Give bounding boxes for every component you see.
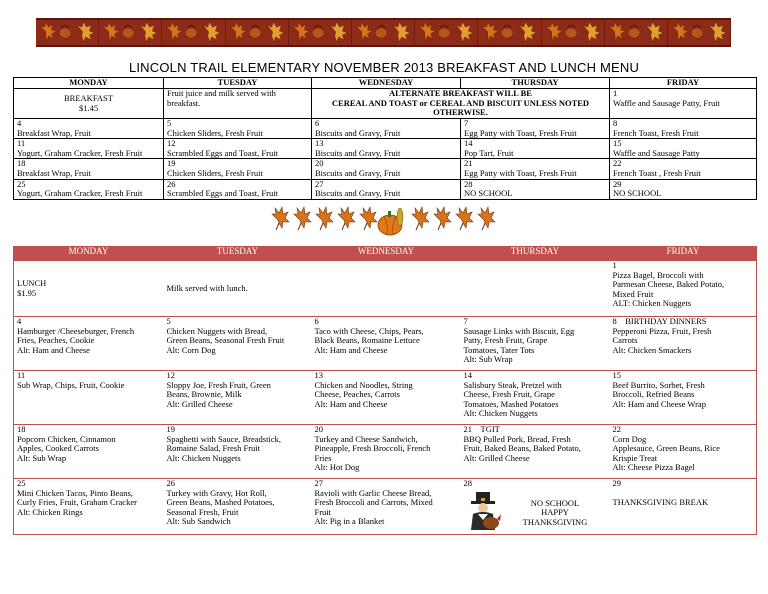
menu-line: Carrots [612,335,638,346]
day-number: 25 [17,179,26,189]
menu-line: Cheese, Peaches, Carrots [314,389,400,400]
lunch-day-cell [14,371,164,425]
lunch-day-cell [312,425,461,479]
menu-line: Alt: Ham and Cheese Wrap [612,398,706,409]
autumn-leaf-icon [294,207,311,230]
menu-line: Fries, Peaches, Cookie [17,335,95,346]
menu-line: Popcorn Chicken, Cinnamon [17,433,116,444]
breakfast-day-cell [610,139,757,159]
menu-line: Parmesan Cheese, Baked Potato, [612,279,725,290]
menu-item: Chicken Sliders, Fresh Fruit [167,167,263,178]
breakfast-header-row [14,78,757,89]
menu-item: NO SCHOOL [613,188,662,199]
menu-line: Taco with Cheese, Chips, Pears, [314,325,424,336]
breakfast-label: BREAKFAST [64,92,113,103]
lunch-day-cell [461,371,610,425]
menu-line: Alt: Corn Dog [166,344,216,355]
day-header: TUESDAY [164,78,312,89]
menu-line: Corn Dog [612,433,647,444]
no-school-text [504,489,607,528]
menu-line: ALT: Chicken Nuggets [612,298,692,309]
breakfast-day-cell [164,159,312,179]
menu-item: Breakfast Wrap, Fruit [17,167,91,178]
menu-line: Fruit, Baked Beans, Baked Potato, [463,443,581,454]
autumn-leaf-icon [478,207,495,230]
lunch-label-cell [14,261,164,317]
menu-line: Broccoli, Refried Beans [612,389,695,400]
menu-line: Cheese, Fresh Fruit, Grape [463,389,555,400]
lunch-day-cell [312,371,461,425]
menu-line: Sub Wrap, Chips, Fruit, Cookie [17,379,125,390]
day-number: 13 [314,370,323,380]
menu-line: Alt: Ham and Cheese [314,398,388,409]
menu-line: Alt: Grilled Cheese [166,398,233,409]
breakfast-day-cell [14,119,164,139]
day-number: 18 [17,424,26,434]
menu-line: Turkey with Gravy, Hot Roll, [166,487,267,498]
breakfast-day-cell [312,159,461,179]
autumn-leaf-icon [99,20,162,45]
menu-line: Alt: Cheese Pizza Bagel [612,462,695,473]
day-number-value: 8 [612,316,617,326]
day-number: 7 [464,118,469,128]
autumn-leaf-icon [316,207,333,230]
day-number: 14 [464,138,473,149]
menu-item: Biscuits and Gravy, Fruit [315,127,401,138]
menu-line: Chicken and Noodles, String [314,379,413,390]
alternate-note-line: ALTERNATE BREAKFAST WILL BE [389,88,532,98]
menu-item: Waffle and Sausage Patty [613,147,700,158]
autumn-leaf-icon [456,207,473,230]
day-number: 6 [314,316,319,326]
day-header: MONDAY [14,246,164,261]
menu-item: Biscuits and Gravy, Fruit [315,167,401,178]
breakfast-day-cell [14,159,164,179]
menu-item: Pop Tart, Fruit [464,147,514,158]
menu-line: Krispie Treat [612,452,658,463]
day-number: 1 [612,260,617,270]
day-header: FRIDAY [610,78,757,89]
day-number: 15 [613,138,622,149]
autumn-leaf-icon [272,207,289,230]
breakfast-day-cell [164,139,312,159]
breakfast-day-cell [461,159,610,179]
menu-item: Egg Patty with Toast, Fresh Fruit [464,127,577,138]
menu-line: Mini Chicken Tacos, Pinto Beans, [17,487,133,498]
menu-line: Alt: Ham and Cheese [314,344,388,355]
menu-line: Alt: Sub Wrap [463,354,513,365]
breakfast-info-row [14,89,757,119]
menu-line: Alt: Chicken Rings [17,506,83,517]
lunch-day-cell [610,479,757,535]
breakfast-week-row [14,119,757,139]
menu-line: Fresh Broccoli and Carrots, Mixed [314,497,433,508]
menu-item: French Toast , Fresh Fruit [613,167,701,178]
autumn-leaf-icon [162,20,225,45]
day-number: 1 [613,88,618,98]
breakfast-price: $1.45 [78,102,99,113]
lunch-week-row [14,479,757,535]
menu-line: Alt: Chicken Nuggets [463,408,538,419]
day-number: 18 [17,158,26,169]
breakfast-day-cell [312,119,461,139]
day-header: THURSDAY [461,246,610,261]
breakfast-day-cell [164,119,312,139]
breakfast-day-cell [610,119,757,139]
breakfast-label-cell [14,89,164,119]
breakfast-weeks [14,119,757,200]
lunch-tuesday-note: Milk served with lunch. [164,261,312,317]
day-number: 21 [464,158,473,169]
day-number: 27 [314,478,323,488]
day-number: 29 [613,179,622,189]
autumn-leaf-icon [289,20,352,45]
day-header: WEDNESDAY [312,78,461,89]
lunch-table [13,246,757,535]
day-number: 5 [167,118,172,128]
menu-item: Biscuits and Gravy, Fruit [315,147,401,158]
breakfast-tuesday-note: Fruit juice and milk served with breakfast. [164,89,312,119]
menu-line: BBQ Pulled Pork, Bread, Fresh [463,433,571,444]
day-number: 22 [613,158,622,169]
menu-line: Pizza Bagel, Broccoli with [612,269,704,280]
menu-line: Alt: Chicken Smackers [612,344,692,355]
day-number: 13 [315,138,324,149]
menu-line: Green Beans, Seasonal Fresh Fruit [166,335,285,346]
day-number: 5 [166,316,171,326]
lunch-empty-cell [312,261,461,317]
day-number: 19 [166,424,175,434]
lunch-weeks [14,317,757,535]
day-number: 12 [167,138,176,149]
lunch-day-cell [164,425,312,479]
menu-line: Fries [314,452,332,463]
breakfast-day-cell [164,179,312,199]
day-number: 6 [315,118,320,128]
day-number: 20 [315,158,324,169]
menu-line: Sloppy Joe, Fresh Fruit, Green [166,379,271,390]
day-heading: BIRTHDAY DINNERS [625,316,707,326]
autumn-leaf-icon [412,207,429,230]
lunch-day-cell [164,479,312,535]
day-number: 26 [167,179,176,189]
day-number: 15 [612,370,621,380]
day-header: TUESDAY [164,246,312,261]
breakfast-day-cell [610,159,757,179]
no-school-block [464,489,607,534]
day-number: 27 [315,179,324,189]
autumn-leaf-icon [668,20,731,45]
menu-line: Alt: Sub Wrap [17,452,67,463]
menu-line: Pepperoni Pizza, Fruit, Fresh [612,325,712,336]
day-number: 7 [463,316,468,326]
menu-line: Black Beans, Romaine Lettuce [314,335,420,346]
autumn-leaf-icon [226,20,289,45]
menu-line: Beef Burrito, Sorbet, Fresh [612,379,705,390]
menu-line: Applesauce, Green Beans, Rice [612,443,720,454]
lunch-day-cell [312,479,461,535]
menu-line: THANKSGIVING [522,516,588,527]
menu-line: Tomatoes, Mashed Potatoes [463,398,559,409]
breakfast-day-cell [610,89,757,119]
pilgrim-icon [464,490,504,534]
menu-item: Biscuits and Gravy, Fruit [315,188,401,199]
menu-item: Waffle and Sausage Patty, Fruit [613,97,720,108]
breakfast-week-row [14,159,757,179]
menu-line: Spaghetti with Sauce, Breadstick, [166,433,281,444]
lunch-day-cell [610,371,757,425]
lunch-day-cell [461,317,610,371]
day-header: WEDNESDAY [312,246,461,261]
menu-line: Fruit [314,506,332,517]
menu-line: Curly Fries, Fruit, Graham Cracker [17,497,137,508]
menu-line: THANKSGIVING BREAK [612,497,709,508]
day-header: FRIDAY [610,246,757,261]
breakfast-week-row [14,179,757,199]
menu-line: Apples, Cooked Carrots [17,443,99,454]
day-number-value: 21 [463,424,472,434]
lunch-day-cell [461,425,610,479]
alternate-note-line: CEREAL AND TOAST or CEREAL AND BISCUIT UNLESS NOTED OTHERWISE. [331,97,590,118]
lunch-week-row [14,425,757,479]
day-number: 4 [17,316,22,326]
menu-line: Tomatoes, Tater Tots [463,344,535,355]
page-title: LINCOLN TRAIL ELEMENTARY NOVEMBER 2013 BREAKFAST AND LUNCH MENU [128,60,640,75]
menu-line: Alt: Hot Dog [314,462,360,473]
day-number: 28 [464,179,473,189]
menu-line: Romaine Salad, Fresh Fruit [166,443,260,454]
menu-item: Scrambled Eggs and Toast, Fruit [167,188,278,199]
autumn-leaf-icon [478,20,541,45]
day-number: 11 [17,138,26,149]
lunch-week-row [14,317,757,371]
menu-line: Alt: Grilled Cheese [463,452,530,463]
lunch-day-cell [461,479,610,535]
autumn-leaf-icon [415,20,478,45]
day-number: 8 [613,118,618,128]
breakfast-day-cell [610,179,757,199]
lunch-day-cell [14,479,164,535]
menu-line: Alt: Ham and Cheese [17,344,90,355]
lunch-header-row [14,246,757,261]
day-number: 25 [17,478,26,488]
menu-line: NO SCHOOL [530,497,580,508]
menu-line: Beans, Brownie, Milk [166,389,242,400]
breakfast-day-cell [312,139,461,159]
breakfast-week-row [14,139,757,159]
lunch-day-cell [610,261,757,317]
menu-item: Chicken Sliders, Fresh Fruit [167,127,263,138]
lunch-empty-cell [461,261,610,317]
day-number: 29 [612,478,621,488]
autumn-leaf-icon [338,207,355,230]
breakfast-day-cell [14,179,164,199]
lunch-info-row [14,261,757,317]
alternate-breakfast-note [312,89,610,119]
menu-item: Yogurt, Graham Cracker, Fresh Fruit [17,147,143,158]
day-header: THURSDAY [461,78,610,89]
breakfast-day-cell [312,179,461,199]
menu-line: Sausage Links with Biscuit, Egg [463,325,575,336]
autumn-leaf-banner [36,18,731,47]
breakfast-table [13,77,757,200]
lunch-day-cell [312,317,461,371]
breakfast-day-cell [461,119,610,139]
breakfast-day-cell [14,139,164,159]
day-number: 19 [167,158,176,169]
menu-line: Chicken Nuggets with Bread, [166,325,268,336]
lunch-day-cell [164,371,312,425]
day-header: MONDAY [14,78,164,89]
breakfast-day-cell [461,179,610,199]
autumn-leaf-icon [360,207,377,230]
day-number: 11 [17,370,26,380]
lunch-day-cell [164,317,312,371]
day-number: 4 [17,118,22,128]
menu-line: Seasonal Fresh, Fruit [166,506,239,517]
menu-item: Scrambled Eggs and Toast, Fruit [167,147,278,158]
lunch-week-row [14,371,757,425]
menu-item: Egg Patty with Toast, Fresh Fruit [464,167,577,178]
day-number: 28 [463,478,472,488]
menu-item: NO SCHOOL [464,188,513,199]
day-number: 14 [463,370,472,380]
day-heading: TGIT [480,424,500,434]
menu-line: Salisbury Steak, Pretzel with [463,379,562,390]
lunch-day-cell [14,425,164,479]
autumn-leaf-icon [434,207,451,230]
pumpkin-icon [378,208,403,235]
autumn-decoration [268,203,500,237]
menu-line: HAPPY [541,507,569,518]
lunch-day-cell [610,317,757,371]
lunch-day-cell [610,425,757,479]
menu-line: Turkey and Cheese Sandwich, [314,433,418,444]
menu-line: Mixed Fruit [612,288,654,299]
lunch-price: $1.95 [17,287,37,298]
menu-line: Hamburger /Cheeseburger, French [17,325,135,336]
menu-line: Pineapple, Fresh Broccoli, French [314,443,431,454]
autumn-leaf-icon [542,20,605,45]
menu-line: Ravioli with Garlic Cheese Bread, [314,487,432,498]
breakfast-day-cell [461,139,610,159]
day-number: 20 [314,424,323,434]
menu-line: Alt: Sub Sandwich [166,516,231,527]
day-number: 22 [612,424,621,434]
lunch-label: LUNCH [17,277,47,288]
lunch-day-cell [14,317,164,371]
menu-line: Alt: Pig in a Blanket [314,516,385,527]
autumn-leaf-icon [605,20,668,45]
day-number: 26 [166,478,175,488]
menu-item: French Toast, Fresh Fruit [613,127,699,138]
menu-line: Alt: Chicken Nuggets [166,452,241,463]
menu-line: Green Beans, Mashed Potatoes, [166,497,275,508]
day-number: 12 [166,370,175,380]
menu-item: Yogurt, Graham Cracker, Fresh Fruit [17,188,143,199]
menu-line: Patty, Fresh Fruit, Grape [463,335,548,346]
autumn-leaf-icon [36,20,99,45]
menu-item: Breakfast Wrap, Fruit [17,127,91,138]
autumn-leaf-icon [352,20,415,45]
